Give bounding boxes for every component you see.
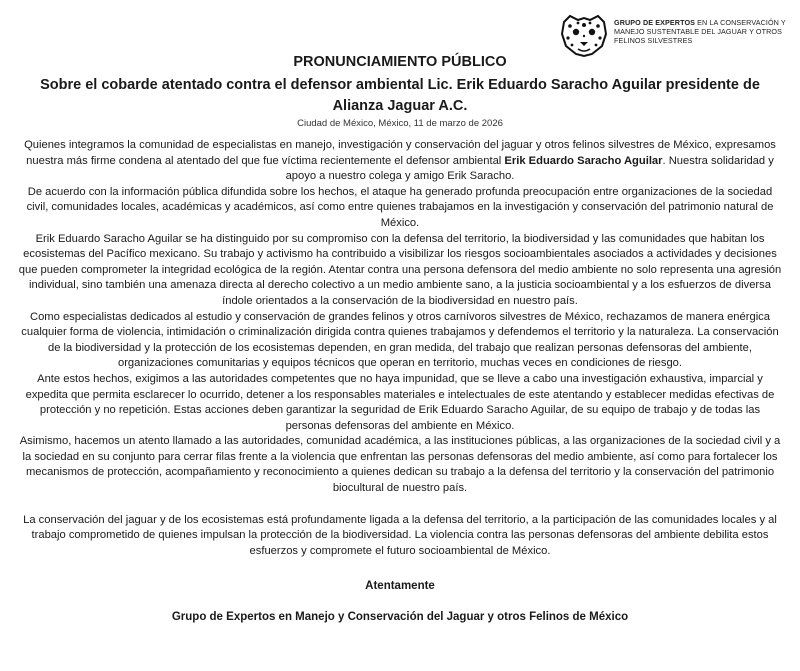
paragraph-call-to-action: Asimismo, hacemos un atento llamado a las autoridades, comunidad académica, a las instituciones públicas, a las organizaciones de la sociedad civil y a la sociedad en su conjunto para cerrar filas frente a la violencia que enfrentan las personas defensoras del medio ambiente, así como para fortalecer los mecanismos de protección, acompañamiento y reconocimiento a quienes dedican su trabajo a la defensa del territorio y la conservación del patrimonio biocultural de nuestro país. (19, 435, 781, 495)
jaguar-head-icon (558, 12, 610, 58)
paragraph-condemnation: Quienes integramos la comunidad de especialistas en manejo, investigación y conservación del jaguar y otros felinos silvestres de México, expresamos nuestra más firme condena al atentado del que fue víctima recientemente el defensor ambiental Erik Eduardo Saracho Aguilar. Nuestra solidaridad y apoyo a nuestro colega y amigo Erik Saracho. (24, 139, 776, 183)
dateline: Ciudad de México, México, 11 de marzo de 2026 (297, 118, 503, 129)
paragraph-context: De acuerdo con la información pública difundida sobre los hechos, el ataque ha generado profunda preocupación entre organizaciones de la sociedad civil, comunidades locales, académicas y académicos, así como entre quienes trabajamos en la investigación y conservación del patrimonio natural de México. (26, 185, 774, 229)
paragraph-defender-profile: Erik Eduardo Saracho Aguilar se ha distinguido por su compromiso con la defensa del territorio, la biodiversidad y las comunidades que habitan los ecosistemas del Pacífico mexicano. Su trabajo y activismo ha contribuido a visibilizar los riesgos socioambientales asociados a actividades y decisiones que pueden comprometer la integridad ecológica de la región. Atentar contra una persona defensora del medio ambiente no solo representa una agresión individual, sino también una amenaza directa al derecho colectivo a un medio ambiente sano, a la justicia socioambiental y a los esfuerzos de diversa índole orientados a la conservación de la biodiversidad en nuestro país. (18, 232, 782, 307)
document-subtitle: Sobre el cobarde atentado contra el defensor ambiental Lic. Erik Eduardo Saracho Aguilar presidente de Alianza Jaguar A.C. (40, 77, 760, 114)
document-title: PRONUNCIAMIENTO PÚBLICO (293, 54, 507, 70)
statement-body (18, 138, 782, 559)
signature-organization: Grupo de Expertos en Manejo y Conservación del Jaguar y otros Felinos de México (171, 611, 629, 623)
paragraph-rejection-violence: Como especialistas dedicados al estudio y conservación de grandes felinos y otros carnívoros silvestres de México, rechazamos de manera enérgica cualquier forma de violencia, intimidación o criminalización dirigida contra quienes trabajamos y defendemos el territorio y la naturaleza. La conservación de la biodiversidad y la protección de los ecosistemas dependen, en gran medida, del trabajo que realizan personas defensoras del ambiente, organizaciones comunitarias y equipos técnicos que operan en territorio, muchas veces en condiciones de riesgo. (21, 310, 779, 370)
paragraph-conclusion: La conservación del jaguar y de los ecosistemas está profundamente ligada a la defensa del territorio, a la participación de las comunidades locales y al trabajo comprometido de quienes impulsan la protección de la biodiversidad. La violencia contra las personas defensoras del ambiente debilita estos esfuerzos y compromete el futuro socioambiental de México. (23, 513, 777, 557)
closing-salutation: Atentamente (365, 580, 435, 592)
paragraph-demands: Ante estos hechos, exigimos a las autoridades competentes que no haya impunidad, que se lleve a cabo una investigación exhaustiva, imparcial y expedita que permita esclarecer lo ocurrido, detener a los responsables materiales e intelectuales de este atentando y establecer medidas efectivas de protección y no repetición. Estas acciones deben garantizar la seguridad de Erik Eduardo Saracho Aguilar, de su equipo de trabajo y de todas las personas defensoras del ambiente en México. (25, 372, 775, 432)
organization-name: GRUPO DE EXPERTOS EN LA CONSERVACIÓN Y MANEJO SUSTENTABLE DEL JAGUAR Y OTROS FELINOS SILVESTRES (614, 18, 786, 46)
paragraph-gap (18, 497, 782, 513)
defender-name: Erik Eduardo Saracho Aguilar (504, 154, 663, 167)
